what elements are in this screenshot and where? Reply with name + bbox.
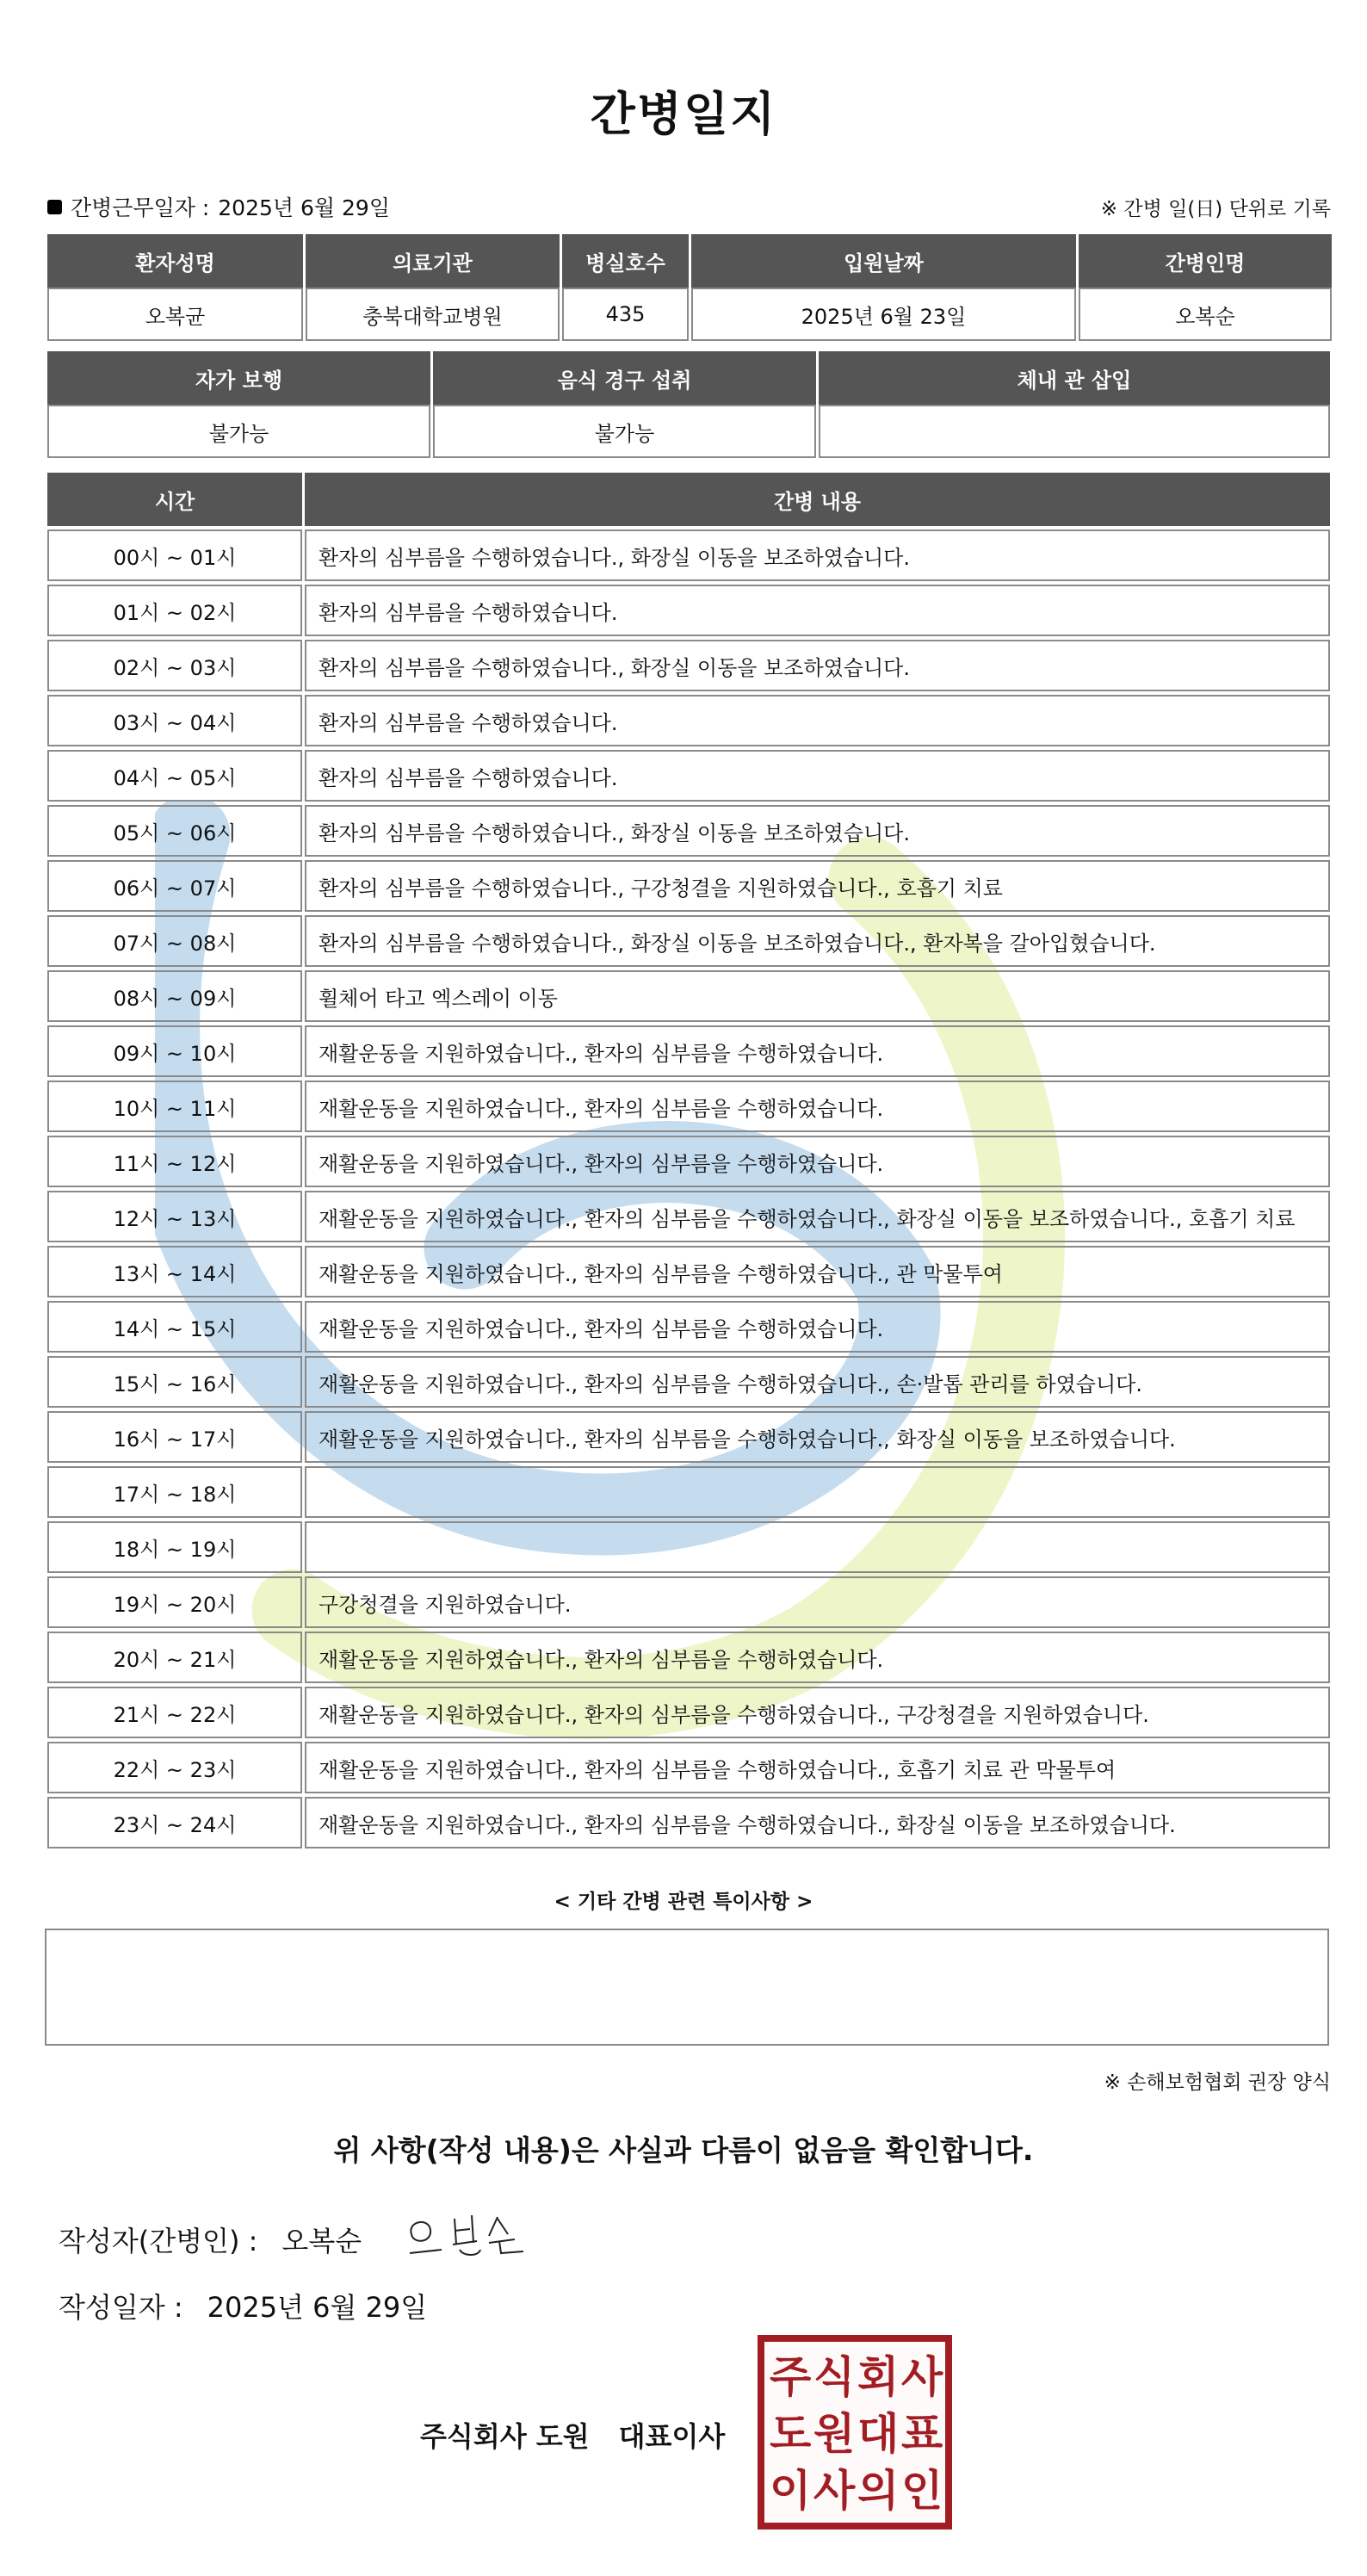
caregiver-name: 오복순 (1079, 288, 1332, 341)
header-oral-intake: 음식 경구 섭취 (433, 351, 816, 405)
care-log-time: 16시 ~ 17시 (47, 1411, 302, 1463)
admission-date: 2025년 6월 23일 (691, 288, 1076, 341)
seal-character: 원 (813, 2409, 856, 2459)
care-log-row (47, 529, 1330, 581)
care-log-row (47, 1301, 1330, 1353)
care-log-content (305, 1466, 1330, 1518)
tube-insertion-value (819, 405, 1330, 458)
patient-info-table (45, 234, 1334, 341)
care-log-row (47, 1797, 1330, 1848)
patient-info-header-row (47, 234, 1332, 288)
seal-character: 대 (857, 2409, 900, 2459)
form-note: ※ 손해보험협회 권장 양식 (1104, 2071, 1331, 2094)
care-log-content: 재활운동을 지원하였습니다., 환자의 심부름을 수행하였습니다., 호흡기 치료 관 막물투여 (305, 1742, 1330, 1793)
care-log-content: 재활운동을 지원하였습니다., 환자의 심부름을 수행하였습니다., 화장실 이동을 보조하였습니다. (305, 1411, 1330, 1463)
care-log-time: 03시 ~ 04시 (47, 695, 302, 746)
care-log-content: 환자의 심부름을 수행하였습니다., 화장실 이동을 보조하였습니다. (305, 529, 1330, 581)
care-log-content: 환자의 심부름을 수행하였습니다., 화장실 이동을 보조하였습니다. (305, 805, 1330, 857)
care-log-content: 환자의 심부름을 수행하였습니다., 화장실 이동을 보조하였습니다. (305, 640, 1330, 691)
patient-name: 오복균 (47, 288, 303, 341)
seal-character: 사 (813, 2466, 856, 2516)
care-log-row (47, 1687, 1330, 1738)
care-log-row (47, 1356, 1330, 1408)
hospital-name: 충북대학교병원 (306, 288, 560, 341)
care-log-time: 04시 ~ 05시 (47, 750, 302, 802)
care-log-time: 21시 ~ 22시 (47, 1687, 302, 1738)
care-log-row (47, 1742, 1330, 1793)
written-date-label: 작성일자 : (59, 2291, 183, 2324)
care-log-content: 환자의 심부름을 수행하였습니다. (305, 695, 1330, 746)
care-log-row (47, 1081, 1330, 1132)
care-log-time: 15시 ~ 16시 (47, 1356, 302, 1408)
care-log-row (47, 1576, 1330, 1628)
work-date-label: 간병근무일자 : (71, 195, 210, 220)
seal-character: 식 (813, 2352, 856, 2402)
patient-status-table (45, 351, 1333, 458)
care-log-content: 재활운동을 지원하였습니다., 환자의 심부름을 수행하였습니다. (305, 1301, 1330, 1353)
care-log-row (47, 750, 1330, 802)
header-time: 시간 (47, 473, 302, 526)
care-log-content: 재활운동을 지원하였습니다., 환자의 심부름을 수행하였습니다., 손·발톱 관리를 하였습니다. (305, 1356, 1330, 1408)
care-log-content: 휠체어 타고 엑스레이 이동 (305, 970, 1330, 1022)
care-log-row (47, 695, 1330, 746)
care-log-content: 환자의 심부름을 수행하였습니다., 화장실 이동을 보조하였습니다., 환자복을 갈아입혔습니다. (305, 915, 1330, 967)
care-log-time: 01시 ~ 02시 (47, 585, 302, 636)
seal-character: 의 (857, 2466, 900, 2516)
care-log-content (305, 1521, 1330, 1573)
self-walking-value: 불가능 (47, 405, 430, 458)
care-log-content: 재활운동을 지원하였습니다., 환자의 심부름을 수행하였습니다., 관 막물투여 (305, 1246, 1330, 1297)
patient-info-value-row (47, 288, 1332, 341)
record-note: ※ 간병 일(日) 단위로 기록 (1100, 198, 1331, 220)
company-name: 주식회사 도원 (420, 2420, 590, 2453)
care-log-time: 23시 ~ 24시 (47, 1797, 302, 1848)
care-log-row (47, 585, 1330, 636)
care-log-row (47, 1136, 1330, 1187)
care-log-time: 10시 ~ 11시 (47, 1081, 302, 1132)
header-room-number: 병실호수 (562, 234, 689, 288)
written-date-value: 2025년 6월 29일 (207, 2291, 428, 2324)
care-log-content: 재활운동을 지원하였습니다., 환자의 심부름을 수행하였습니다., 구강청결을 지원하였습니다. (305, 1687, 1330, 1738)
notes-box (45, 1929, 1329, 2046)
header-admission-date: 입원날짜 (691, 234, 1076, 288)
care-log-content: 재활운동을 지원하였습니다., 환자의 심부름을 수행하였습니다. (305, 1081, 1330, 1132)
care-log-content: 구강청결을 지원하였습니다. (305, 1576, 1330, 1628)
care-log-row (47, 1025, 1330, 1077)
care-log-time: 14시 ~ 15시 (47, 1301, 302, 1353)
care-log-row (47, 915, 1330, 967)
care-log-time: 17시 ~ 18시 (47, 1466, 302, 1518)
care-log-time: 12시 ~ 13시 (47, 1191, 302, 1242)
care-log-time: 07시 ~ 08시 (47, 915, 302, 967)
seal-character: 사 (901, 2352, 943, 2402)
writer-line (59, 2220, 362, 2259)
care-log-row (47, 1521, 1330, 1573)
handwritten-signature (403, 2200, 558, 2269)
seal-character: 이 (770, 2466, 812, 2516)
patient-status-header-row (47, 351, 1330, 405)
care-log-row (47, 860, 1330, 912)
bullet-square-icon (47, 200, 62, 214)
care-log-time: 19시 ~ 20시 (47, 1576, 302, 1628)
writer-label: 작성자(간병인) : (59, 2225, 258, 2257)
header-care-content: 간병 내용 (305, 473, 1330, 526)
care-log-row (47, 1246, 1330, 1297)
notes-title: < 기타 간병 관련 특이사항 > (554, 1891, 813, 1913)
care-log-header-row (47, 473, 1330, 526)
care-log-time: 00시 ~ 01시 (47, 529, 302, 581)
seal-character: 회 (857, 2352, 900, 2402)
care-log-content: 재활운동을 지원하였습니다., 환자의 심부름을 수행하였습니다. (305, 1136, 1330, 1187)
care-log-time: 05시 ~ 06시 (47, 805, 302, 857)
room-number: 435 (562, 288, 689, 341)
care-log-row (47, 1466, 1330, 1518)
seal-character: 도 (770, 2409, 812, 2459)
company-seal (758, 2335, 952, 2530)
header-self-walking: 자가 보행 (47, 351, 430, 405)
care-log-time: 20시 ~ 21시 (47, 1632, 302, 1683)
care-log-row (47, 805, 1330, 857)
care-log-row (47, 1411, 1330, 1463)
work-date (47, 191, 390, 222)
care-log-time: 22시 ~ 23시 (47, 1742, 302, 1793)
care-log-row (47, 640, 1330, 691)
care-log-time: 02시 ~ 03시 (47, 640, 302, 691)
care-log-row (47, 1632, 1330, 1683)
work-date-value: 2025년 6월 29일 (218, 195, 390, 220)
seal-character: 표 (901, 2409, 943, 2459)
care-log-row (47, 1191, 1330, 1242)
company-line (420, 2415, 725, 2455)
seal-character: 인 (901, 2466, 943, 2516)
confirmation-statement: 위 사항(작성 내용)은 사실과 다름이 없음을 확인합니다. (333, 2133, 1034, 2167)
care-log-content: 재활운동을 지원하였습니다., 환자의 심부름을 수행하였습니다. (305, 1632, 1330, 1683)
care-log-body (47, 529, 1330, 1848)
care-log-content: 환자의 심부름을 수행하였습니다. (305, 750, 1330, 802)
care-log-row (47, 970, 1330, 1022)
care-log-time: 13시 ~ 14시 (47, 1246, 302, 1297)
care-log-time: 08시 ~ 09시 (47, 970, 302, 1022)
oral-intake-value: 불가능 (433, 405, 816, 458)
care-log-content: 재활운동을 지원하였습니다., 환자의 심부름을 수행하였습니다., 화장실 이동을 보조하였습니다. (305, 1797, 1330, 1848)
header-tube-insertion: 체내 관 삽입 (819, 351, 1330, 405)
care-log-time: 09시 ~ 10시 (47, 1025, 302, 1077)
seal-character: 주 (770, 2352, 812, 2402)
document-title: 간병일지 (590, 87, 777, 141)
care-log-content: 환자의 심부름을 수행하였습니다., 구강청결을 지원하였습니다., 호흡기 치료 (305, 860, 1330, 912)
writer-name: 오복순 (281, 2225, 362, 2257)
care-log-content: 재활운동을 지원하였습니다., 환자의 심부름을 수행하였습니다. (305, 1025, 1330, 1077)
care-log-time: 11시 ~ 12시 (47, 1136, 302, 1187)
care-log-content: 재활운동을 지원하였습니다., 환자의 심부름을 수행하였습니다., 화장실 이동을 보조하였습니다., 호흡기 치료 (305, 1191, 1330, 1242)
representative-title: 대표이사 (618, 2420, 726, 2453)
written-date-line (59, 2286, 427, 2325)
header-patient-name: 환자성명 (47, 234, 303, 288)
header-caregiver-name: 간병인명 (1079, 234, 1332, 288)
care-log-time: 06시 ~ 07시 (47, 860, 302, 912)
care-log-table (45, 469, 1333, 1852)
patient-status-value-row (47, 405, 1330, 458)
care-log-content: 환자의 심부름을 수행하였습니다. (305, 585, 1330, 636)
header-hospital: 의료기관 (306, 234, 560, 288)
care-log-time: 18시 ~ 19시 (47, 1521, 302, 1573)
